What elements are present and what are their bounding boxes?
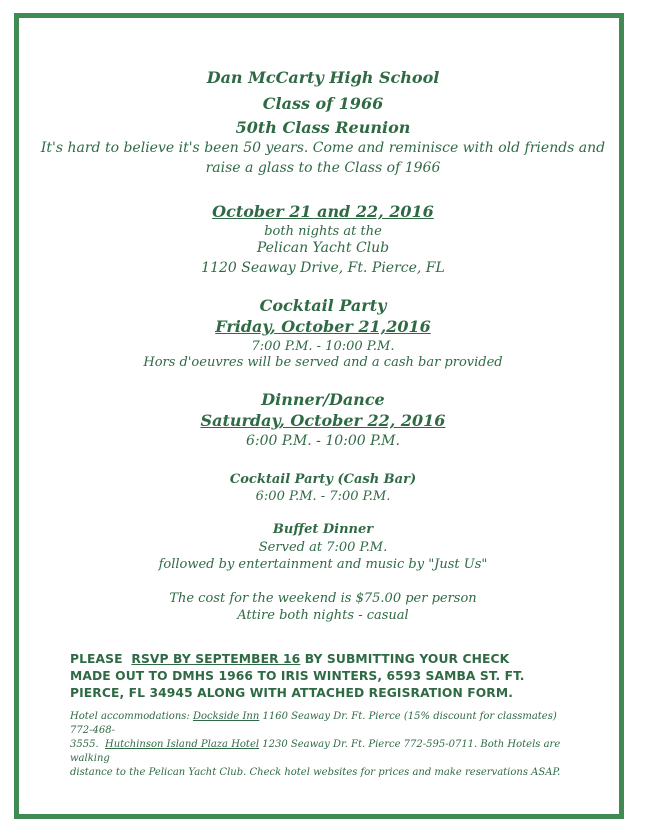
hotel-hutchinson-info: 1230 Seaway Dr. Ft. Pierce 772-595-0711. Both Hotels are walking — [70, 739, 561, 764]
entertainment-note: followed by entertainment and music by "Just Us" — [158, 557, 488, 572]
hotel-closing: distance to the Pelican Yacht Club. Check hotel websites for prices and make reservations ASAP. — [70, 767, 561, 778]
reunion-title: 50th Class Reunion — [235, 118, 411, 137]
rsvp-text-3: PIERCE, FL 34945 ALONG WITH ATTACHED REGISRATION FORM. — [70, 686, 513, 700]
buffet-time: Served at 7:00 P.M. — [258, 540, 388, 555]
dinner-date: Saturday, October 22, 2016 — [200, 411, 446, 430]
venue-name: Pelican Yacht Club — [256, 240, 390, 256]
intro-line-1: It's hard to believe it's been 50 years. Come and reminisce with old friends and — [40, 140, 606, 156]
school-name: Dan McCarty High School — [206, 68, 440, 87]
intro-line-2: raise a glass to the Class of 1966 — [205, 160, 441, 176]
hotel-block — [70, 710, 565, 780]
hotel-dockside-name: Dockside Inn — [192, 711, 260, 722]
buffet-title: Buffet Dinner — [272, 522, 374, 537]
attire-line: Attire both nights - casual — [237, 608, 409, 623]
hotel-lead: Hotel accommodations: — [70, 711, 190, 722]
cocktail-date: Friday, October 21,2016 — [215, 317, 431, 336]
cost-line: The cost for the weekend is $75.00 per person — [169, 591, 477, 606]
cash-bar-time: 6:00 P.M. - 7:00 P.M. — [255, 489, 391, 504]
rsvp-please: PLEASE — [70, 652, 123, 666]
venue-address: 1120 Seaway Drive, Ft. Pierce, FL — [201, 260, 445, 276]
class-year: Class of 1966 — [262, 94, 384, 113]
cash-bar-title: Cocktail Party (Cash Bar) — [229, 472, 417, 487]
cocktail-note: Hors d'oeuvres will be served and a cash bar provided — [143, 355, 503, 370]
hotel-dockside-cont: 3555. — [70, 739, 99, 750]
dinner-title: Dinner/Dance — [261, 390, 385, 409]
rsvp-block — [70, 651, 570, 702]
cocktail-time: 7:00 P.M. - 10:00 P.M. — [251, 339, 395, 354]
rsvp-deadline: RSVP BY SEPTEMBER 16 — [131, 652, 301, 666]
cocktail-title: Cocktail Party — [259, 296, 387, 315]
rsvp-text-1: BY SUBMITTING YOUR CHECK — [304, 652, 510, 666]
rsvp-text-2: MADE OUT TO DMHS 1966 TO IRIS WINTERS, 6593 SAMBA ST. FT. — [70, 669, 525, 683]
dinner-time: 6:00 P.M. - 10:00 P.M. — [246, 433, 400, 449]
event-dates: October 21 and 22, 2016 — [212, 202, 434, 221]
nights-note: both nights at the — [264, 224, 382, 239]
hotel-hutchinson-name: Hutchinson Island Plaza Hotel — [105, 739, 260, 750]
hotel-dockside-info: 1160 Seaway Dr. Ft. Pierce (15% discount for classmates) 772-468- — [70, 711, 557, 736]
